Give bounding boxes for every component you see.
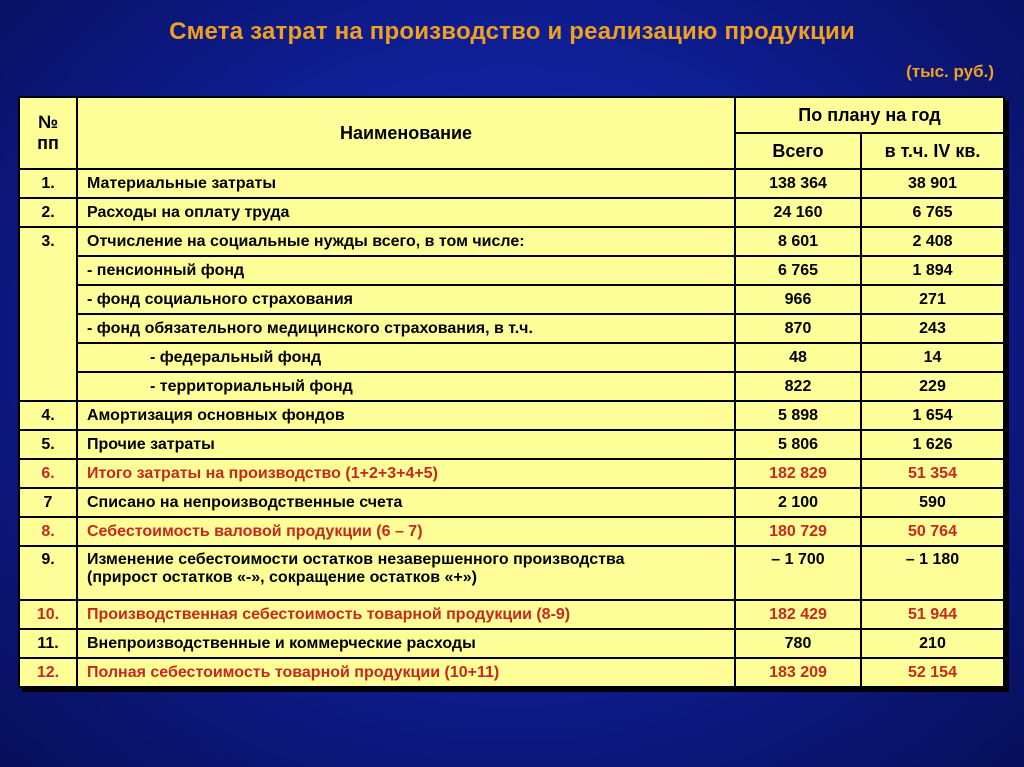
row-q4: 229	[861, 372, 1004, 401]
row-num: 8.	[19, 517, 77, 546]
row-num: 11.	[19, 629, 77, 658]
row-num	[19, 285, 77, 314]
table-row-total	[19, 459, 1004, 488]
row-num: 10.	[19, 600, 77, 629]
row-q4: 50 764	[861, 517, 1004, 546]
row-name: Расходы на оплату труда	[77, 198, 735, 227]
row-q4: 38 901	[861, 169, 1004, 198]
row-name: - фонд социального страхования	[77, 285, 735, 314]
row-num	[19, 256, 77, 285]
row-total: 182 429	[735, 600, 861, 629]
table-row	[19, 198, 1004, 227]
row-name: Материальные затраты	[77, 169, 735, 198]
header-num: № пп	[19, 97, 77, 169]
row-total: 182 829	[735, 459, 861, 488]
row-q4: 1 894	[861, 256, 1004, 285]
table-row	[19, 256, 1004, 285]
row-name: Списано на непроизводственные счета	[77, 488, 735, 517]
row-q4: 14	[861, 343, 1004, 372]
table-row-total	[19, 600, 1004, 629]
row-total: – 1 700	[735, 546, 861, 600]
row-q4: 51 354	[861, 459, 1004, 488]
row-total: 6 765	[735, 256, 861, 285]
cost-estimate-table	[18, 96, 1005, 688]
row-name-multiline	[77, 546, 735, 600]
row-num: 1.	[19, 169, 77, 198]
row-num: 6.	[19, 459, 77, 488]
row-total: 8 601	[735, 227, 861, 256]
units-label: (тыс. руб.)	[906, 62, 994, 81]
row-total: 48	[735, 343, 861, 372]
header-total: Всего	[735, 133, 861, 169]
row-q4: – 1 180	[861, 546, 1004, 600]
row-num: 7	[19, 488, 77, 517]
row-num	[19, 372, 77, 401]
row-total: 180 729	[735, 517, 861, 546]
table-row-total	[19, 658, 1004, 687]
page-title: Смета затрат на производство и реализацию продукции	[169, 18, 855, 45]
row-q4: 6 765	[861, 198, 1004, 227]
header-plan: По плану на год	[735, 97, 1004, 133]
row-name: Амортизация основных фондов	[77, 401, 735, 430]
row-name-line2: (прирост остатков «-», сокращение остатков «+»)	[87, 569, 477, 586]
row-total: 5 898	[735, 401, 861, 430]
header-name: Наименование	[77, 97, 735, 169]
row-q4: 1 654	[861, 401, 1004, 430]
row-q4: 590	[861, 488, 1004, 517]
row-name: - территориальный фонд	[77, 372, 735, 401]
row-total: 5 806	[735, 430, 861, 459]
row-total: 2 100	[735, 488, 861, 517]
table-row	[19, 169, 1004, 198]
row-name: Производственная себестоимость товарной продукции (8-9)	[77, 600, 735, 629]
table-row-total	[19, 517, 1004, 546]
table-row	[19, 629, 1004, 658]
row-total: 822	[735, 372, 861, 401]
row-num	[19, 314, 77, 343]
row-name: - фонд обязательного медицинского страхования, в т.ч.	[77, 314, 735, 343]
row-total: 24 160	[735, 198, 861, 227]
row-name: Отчисление на социальные нужды всего, в том числе:	[77, 227, 735, 256]
table-row	[19, 488, 1004, 517]
row-num: 5.	[19, 430, 77, 459]
row-name: Себестоимость валовой продукции (6 – 7)	[77, 517, 735, 546]
row-name: - федеральный фонд	[77, 343, 735, 372]
row-name: Прочие затраты	[77, 430, 735, 459]
row-q4: 1 626	[861, 430, 1004, 459]
row-total: 138 364	[735, 169, 861, 198]
table-row	[19, 227, 1004, 256]
row-num	[19, 343, 77, 372]
table-row	[19, 285, 1004, 314]
row-name: Полная себестоимость товарной продукции (10+11)	[77, 658, 735, 687]
row-name-line1: Изменение себестоимости остатков незавершенного производства	[87, 551, 625, 568]
table-row	[19, 314, 1004, 343]
row-q4: 243	[861, 314, 1004, 343]
row-total: 966	[735, 285, 861, 314]
row-total: 780	[735, 629, 861, 658]
row-num: 4.	[19, 401, 77, 430]
row-num: 9.	[19, 546, 77, 600]
row-q4: 210	[861, 629, 1004, 658]
row-num: 2.	[19, 198, 77, 227]
table-row	[19, 343, 1004, 372]
row-num: 3.	[19, 227, 77, 256]
table-row	[19, 546, 1004, 600]
row-name: Итого затраты на производство (1+2+3+4+5)	[77, 459, 735, 488]
row-total: 183 209	[735, 658, 861, 687]
row-q4: 2 408	[861, 227, 1004, 256]
row-q4: 271	[861, 285, 1004, 314]
row-num: 12.	[19, 658, 77, 687]
table-row	[19, 430, 1004, 459]
row-name: - пенсионный фонд	[77, 256, 735, 285]
row-q4: 52 154	[861, 658, 1004, 687]
row-name: Внепроизводственные и коммерческие расходы	[77, 629, 735, 658]
row-q4: 51 944	[861, 600, 1004, 629]
table-row	[19, 401, 1004, 430]
table-row	[19, 372, 1004, 401]
header-q4: в т.ч. IV кв.	[861, 133, 1004, 169]
row-total: 870	[735, 314, 861, 343]
